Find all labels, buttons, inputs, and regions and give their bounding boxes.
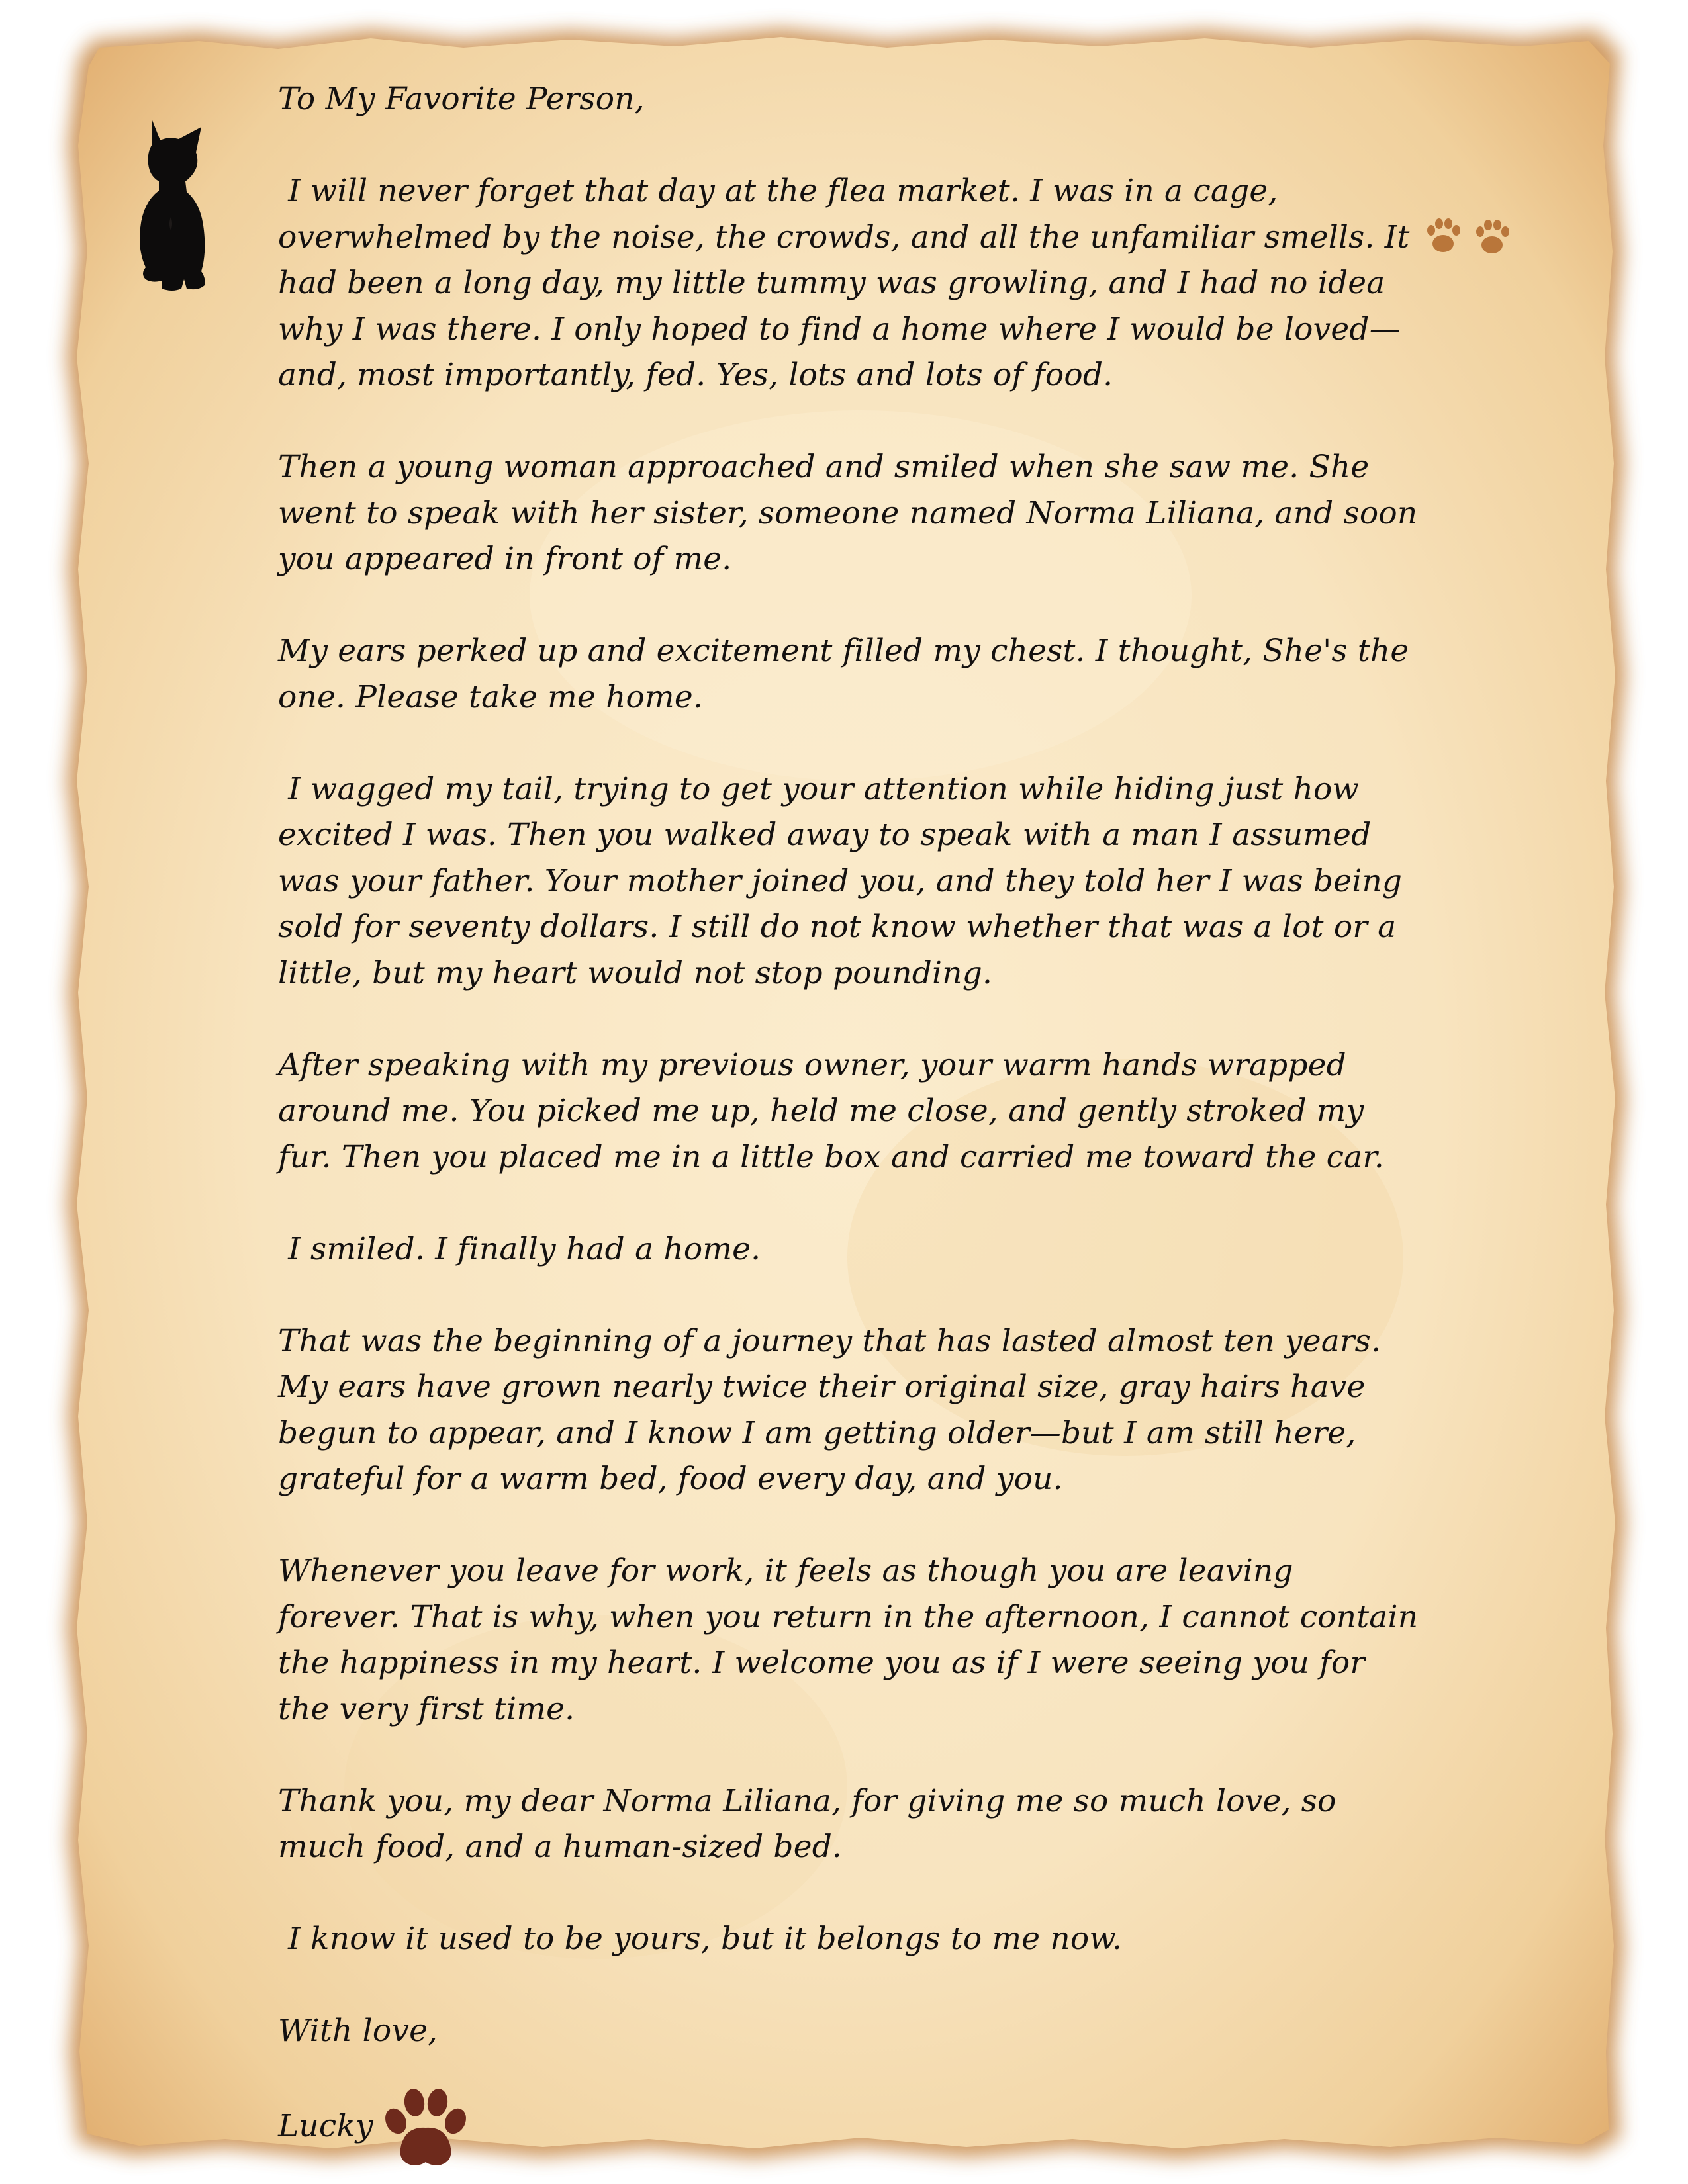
paragraph-9: Thank you, my dear Norma Liliana, for giving me so much love, so much food, and a human-sized bed.: [278, 1782, 1346, 1865]
paragraph-5: After speaking with my previous owner, your warm hands wrapped around me. You picked me up, held me close, and gently stroked my fur. Then you placed me in a little box and carried me toward the car.: [278, 1046, 1385, 1175]
salutation: To My Favorite Person,: [278, 81, 645, 117]
signature-line: [278, 2087, 1423, 2166]
paragraph-1: I will never forget that day at the flea market. I was in a cage, overwhelmed by the noise, the crowds, and all the unfamiliar smells. It had been a long day, my little tummy was growling, and I had no idea why I was there. I only hoped to find a home where I would be loved—and, most importantly, fed. Yes, lots and lots of food.: [278, 173, 1420, 393]
paragraph-7: That was the beginning of a journey that has lasted almost ten years. My ears have grown nearly twice their original size, gray hairs have begun to appear, and I know I am getting older—but I am still here, grateful for a warm bed, food every day, and you.: [278, 1322, 1391, 1497]
paragraph-3: My ears perked up and excitement filled my chest. I thought, She's the one. Please take me home.: [278, 633, 1419, 715]
closing: With love,: [278, 2013, 438, 2049]
signature: Lucky: [278, 2108, 373, 2145]
paw-print-icon: [376, 2080, 475, 2179]
letter-body: [278, 76, 1429, 2166]
paragraph-4: I wagged my tail, trying to get your attention while hiding just how excited I was. Then you walked away to speak with a man I assumed was your father. Your mother joined you, and they told her I was being sold for seventy dollars. I still do not know whether that was a lot or a little, but my heart would not stop pounding.: [278, 770, 1413, 991]
paragraph-8: Whenever you leave for work, it feels as though you are leaving forever. That is why, when you return in the afternoon, I cannot contain the happiness in my heart. I welcome you as if I were seeing you for the very first time.: [278, 1553, 1429, 1727]
dog-silhouette-icon: [132, 118, 218, 296]
paw-prints-icon: [1423, 210, 1523, 263]
paragraph-10: I know it used to be yours, but it belongs to me now.: [278, 1921, 1123, 1957]
paragraph-6: I smiled. I finally had a home.: [278, 1230, 761, 1267]
paragraph-2: Then a young woman approached and smiled when she saw me. She went to speak with her sister, someone named Norma Liliana, and soon you appeared in front of me.: [278, 449, 1428, 577]
